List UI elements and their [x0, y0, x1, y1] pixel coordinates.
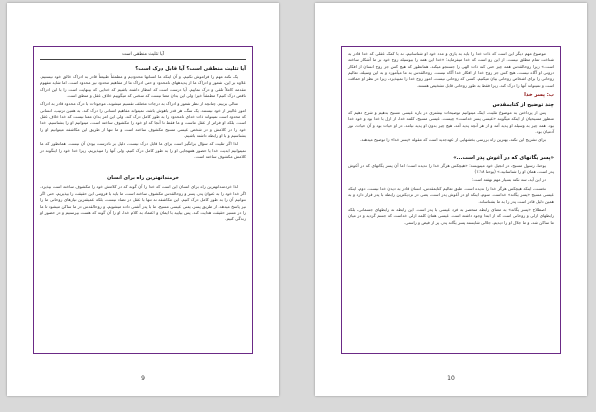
- paragraph: موضوع مهم دیگر این است که ذات خدا را باید به یاری و مدد خود او شناسانیم، نه با کمک عقلی که خدا قادر به شناخت تمام مطلق نیست. از این رو است که خدا میفرماید: «خدا این همه را بیوسیله روح خود بر ما آشکار ساخته است.» زیرا روحالقدس همه چیز حتی کنه ذات الهی را جستجو میکند. همانطور که هیچ کس جز روح انسان از افکار درونی او آگاه نیست، هیچ کس جز روح خدا از افکار خدا آگاه نیست. روحالقدس به ما میآموزد و به این وسیله، تعالیم روحانی را برای اشخاص روحانی بیان میکنیم. کسی که روحانی نیست، امور روح خدا را نمیپذیرد، زیرا در نظر او حماقت است و نمیتواند آنها را درک کند، زیرا فقط به طور روحانی قابل تشخیص هستند.: [348, 51, 554, 88]
- paragraph: پس از پرداختن به موضوع تثلیث، اینک میتوانیم توضیحات بیشتری در باره عیسی مسیح بدهیم و شرح دهیم که منظور مسیحیان از اینکه میگویند «عیسی پسر خداست» چیست. عیسی مسیح، کلمه خدا، از ازل با خدا بود و خود خدا بود. همه چیز به وسیله او پدید آمد و از هر آنچه پدید آمد، هیچ چیز بدون او پدید نیامد. در او حیات بود و آن حیات، نور آدمیان بود.: [348, 110, 554, 135]
- heading-trinity-logical: آیا تثلیث منطقی است؟ آیا قابل درک است؟: [135, 66, 246, 72]
- left-page-text-frame: [33, 46, 253, 354]
- page-number: 10: [447, 375, 455, 382]
- right-page-text-frame: [341, 46, 561, 354]
- heading-bible-explanations: چند توضیح از کتابمقدس: [492, 102, 554, 109]
- section-head-son-of-god: ب: پسر خدا: [524, 92, 554, 99]
- paragraph: در این آیه، سه نکته بسیار مهم نهفته است:: [471, 177, 546, 183]
- paragraph: اصطلاح «پسر یگانه» به معنای رابطه منحصر به فرد عیسی با پدر است. این رابطه نه رابطهای جسمانی، بلکه رابطهای ازلی و روحانی است که از ابتدا وجود داشته است. عیسی همان کلمه ازلی خداست که جسم گردید و در میان ما ساکن شد، و ما جلال او را دیدیم، جلالی شایسته پسر یگانه پدر، پر از فیض و راستی.: [348, 206, 554, 225]
- running-head: آیا تثلیث منطقی است: [40, 51, 246, 60]
- left-page: [7, 3, 279, 396]
- page-number: 9: [141, 375, 145, 382]
- paragraph: لذا خردمندانهترین راه برای انسان این است که خدا را آن گونه که در کلامش خود را مکشوف ساخته است بپذیرد. اگر خدا خود را به عنوان پدر، پسر و روحالقدس مکشوف ساخته است، ما باید با فروتنی این حقیقت را بپذیریم، حتی اگر نتوانیم آن را به طور کامل درک کنیم. این مکاشفه نه تنها با عقل در تضاد نیست، بلکه عمیقترین نیازهای روحانی ما را نیز پاسخ میدهد. از طریق پسر، یعنی عیسی مسیح، ما با پدر آشتی داده میشویم، و روحالقدس در ما ساکن میشود تا ما را در مسیر حقیقت هدایت کند. پس بیایید با ایمان و اعتماد به کلام خدا، او را آن گونه که هست بپرستیم و در حضور او زندگی کنیم.: [40, 184, 246, 222]
- paragraph: نخست، اینکه هیچکس هرگز خدا را ندیده است. طبق تعالیم کتابمقدس، انسان قادر به دیدن خدا نیست. دوم، اینکه عیسی مسیح «پسر یگانه» خداست. سوم، اینکه او در آغوش پدر است، یعنی در نزدیکترین رابطه با پدر قرار دارد و به همین دلیل قادر است پدر را به ما بشناساند.: [348, 185, 554, 204]
- paragraph: برای تشریح این نکته، بهترین راه بررسی بخشهایی از عهدجدید است که مقوله «پسر خدا» را توضیح میدهند.: [360, 137, 546, 143]
- paragraph: متالی بزنیم. چنانچه از نظر شعور و ادراک به درجات مختلف تقسیم میشوند، موجودات با درک محدود قادر به ادراک امور عالیتر از خود نیستند. یک سگ، هر قدر باهوش باشد، نمیتواند مفاهیم انسانی را درک کند. به همین ترتیب، انسانی که محدود است نمیتواند ذات خدای نامحدود را به طور کامل درک کند. ولی این امر بدان معنا نیست که خدا خلاف عقل است. بلکه او فراتر از عقل ماست و ما فقط تا آنجا که او خود را مکشوف ساخته است، میتوانیم او را بشناسیم. خدا خود را در کلامش و در شخص عیسی مسیح مکشوف ساخته است و ما تنها از طریق این مکاشفه میتوانیم او را بشناسیم و با او رابطه داشته باشیم.: [40, 101, 246, 139]
- heading-wisest-way: خرمندانهترین راه برای انسان: [106, 175, 180, 182]
- paragraph: یوحنا، رسول مسیح، در انجیل خود مینویسد: «هیچکس هرگز خدا را ندیده است؛ اما آن پسر یگانهای که در آغوش پدر است، همان او را شناسانید.» (یوحنا ۱:۱۸): [348, 162, 554, 175]
- heading-only-son: «پسر یگانهای که در آغوش پدر است...»: [453, 154, 554, 161]
- paragraph: لذا اگر تثلیث که سؤال برانگیز است برای ما قابل درک نیست، دلیل بر نادرست بودن آن نیست. همانطور که ما نمیتوانیم ابدیت خدا یا حضور همهجایی او را به طور کامل درک کنیم، ولی آنها را میپذیریم، زیرا خدا خود را اینگونه در کلامش مکشوف ساخته است.: [40, 141, 246, 160]
- right-page: [315, 3, 587, 396]
- paragraph: یک نکته مهم را فراموش نکنیم، و آن اینکه ما انسانها محدودیم و مطمئناً طبیعتاً قادر به ادراک خالق خود نیستیم. علاوه بر این، شعور و ادراک ما از پدیدههای نامحدود و حتی ادراک ما از مفاهیم محدود نیز محدود است. اما شاید مفهوم مقدمه کاملاً تلقی و درک نماییم. آیا درست است که انتظار داشته باشیم که خدایی که بینهایت است را با این ادراک ناقص درک کنیم؟ مطمئناً خیر؛ ولی این بدان معنا نیست که سخنی که میگوییم خلاف عقل و منطق است.: [40, 74, 246, 99]
